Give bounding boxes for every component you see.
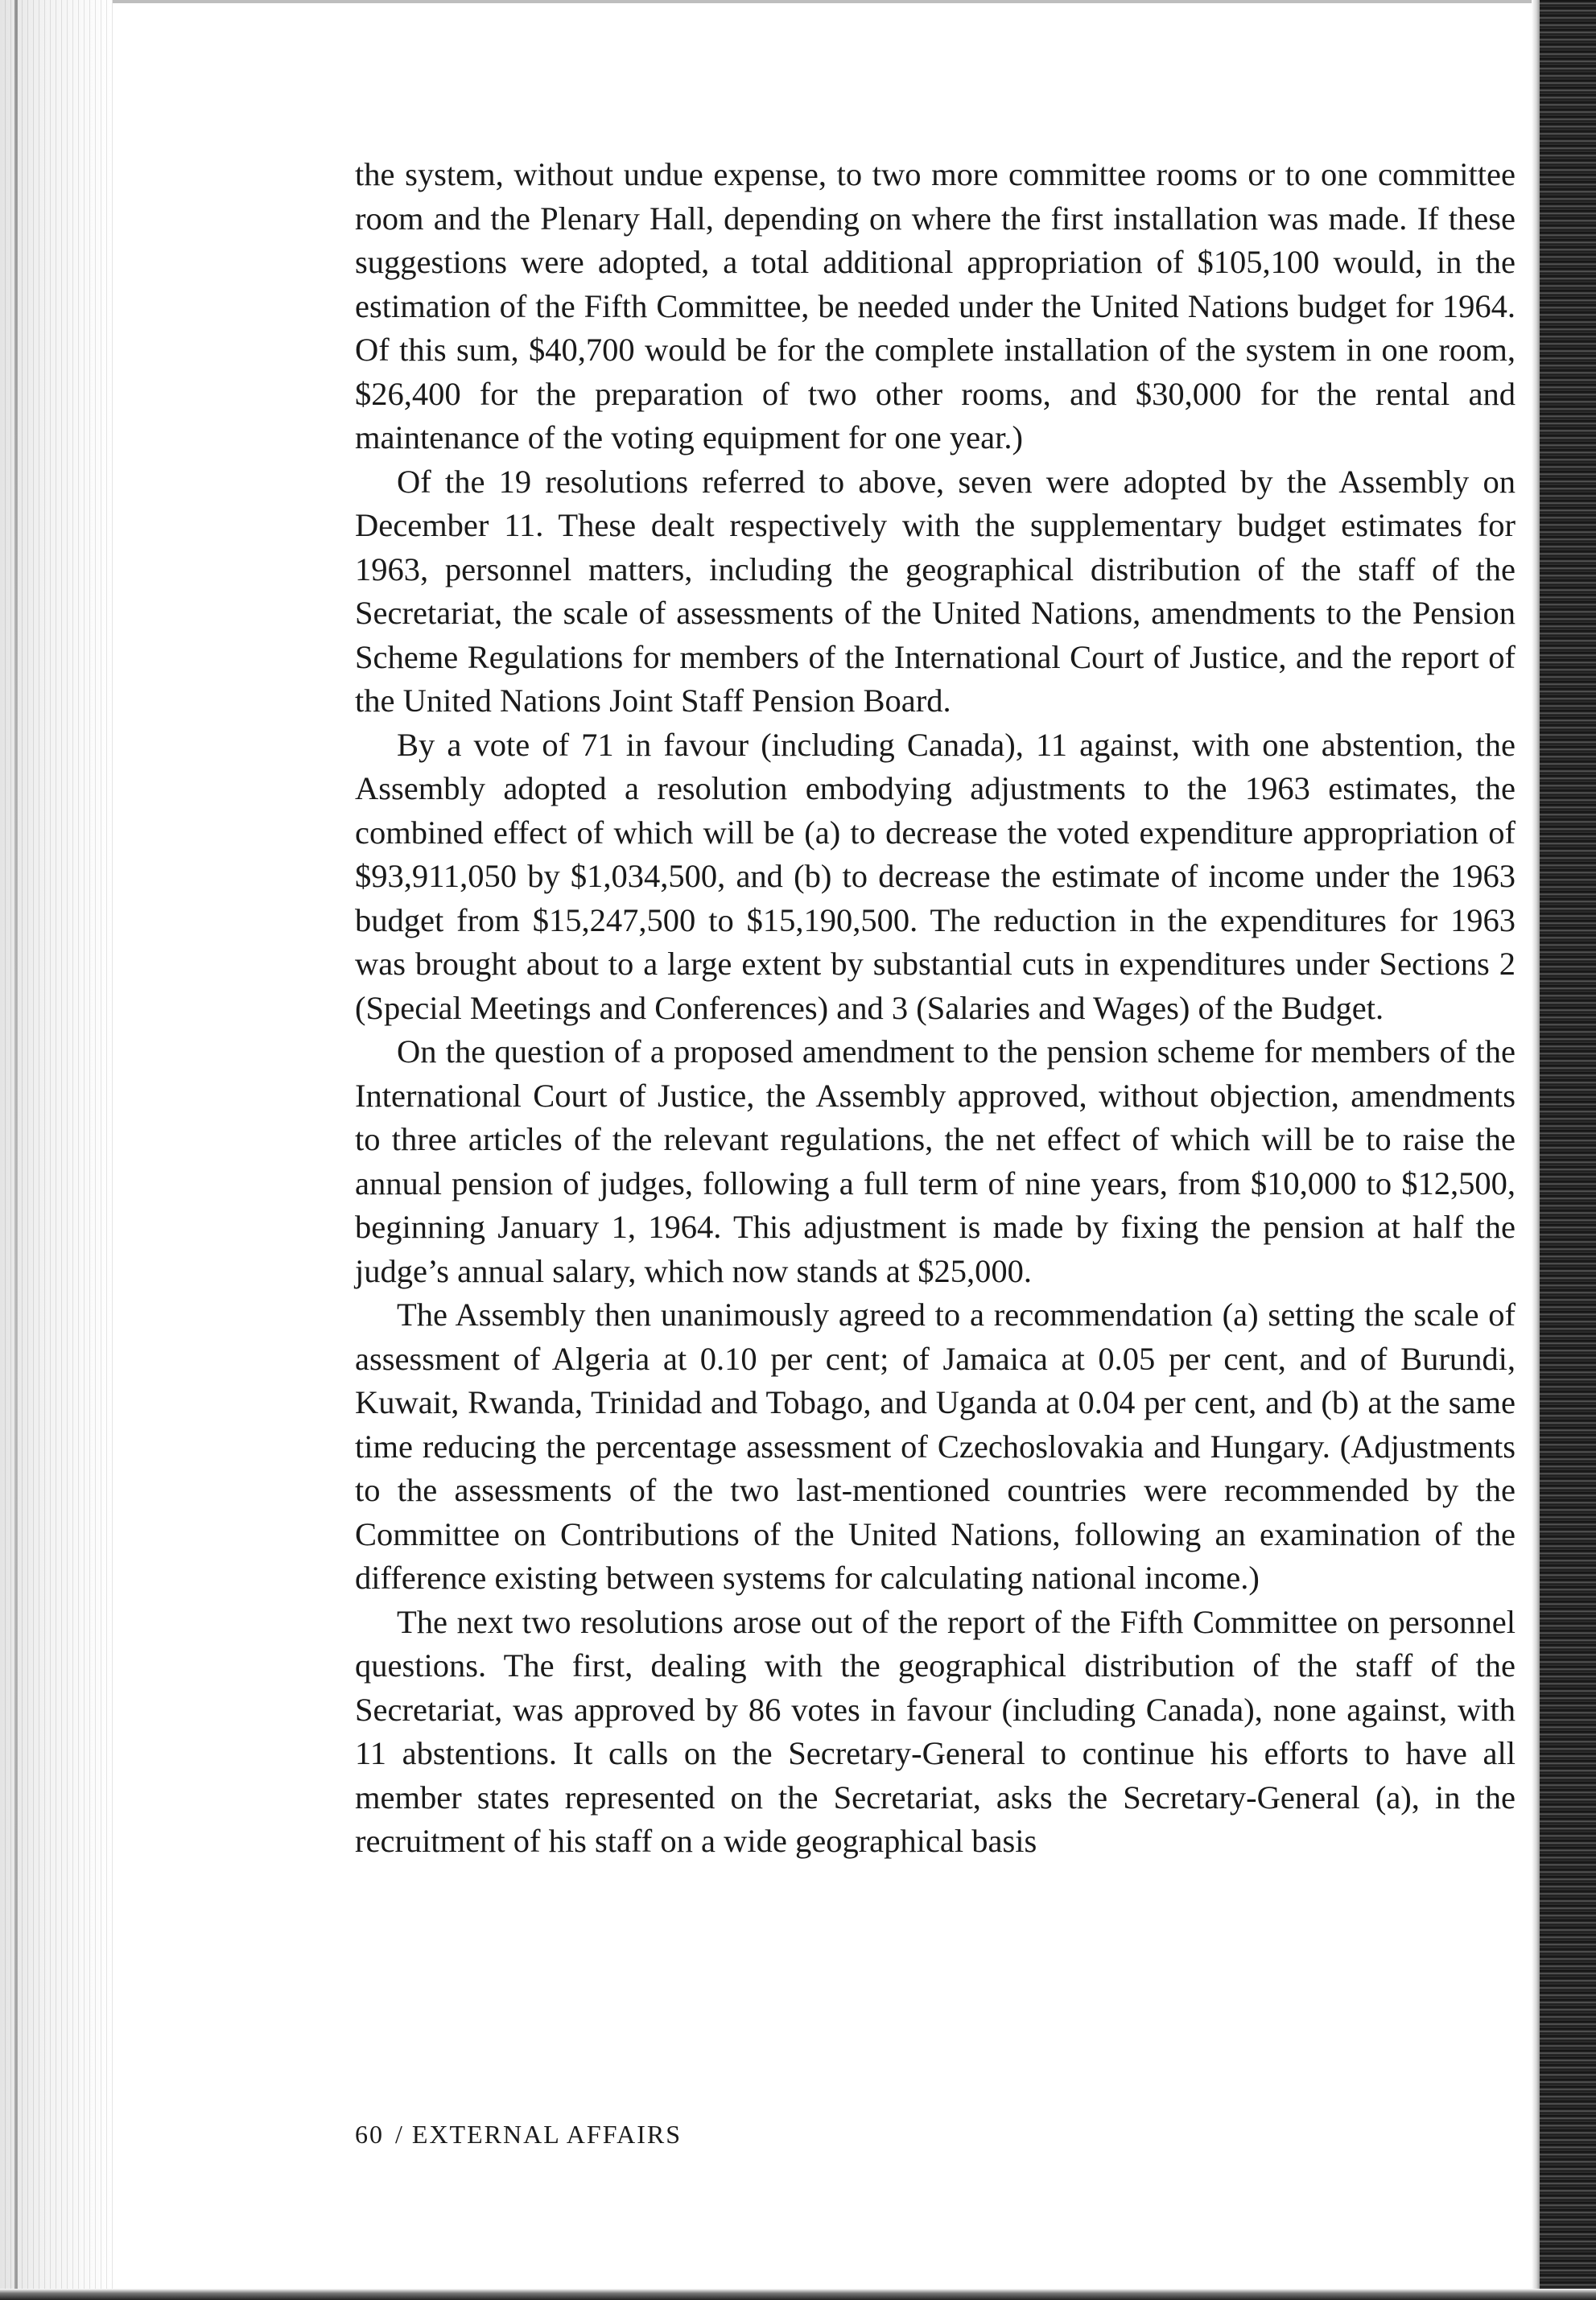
paragraph: The next two resolutions arose out of the report of the Fifth Committee on personnel questions. The first, dealing with the geographical distribution of the staff of the Secretariat, was approved by 86 votes in favour (including Canada), none against, with 11 abstentions. It calls on the Secretary-General to continue his efforts to have all member states represented on the Secretariat, asks the Secretary-General (a), in the recruitment of his staff on a wide geographical basis xyxy=(355,1603,1516,1859)
paragraph-continuation: the system, without undue expense, to two more committee rooms or to one committee room and the Plenary Hall, depending on where the first installation was made. If these suggestions were adopted, a total additional appropriation of $105,100 would, in the estimation of the Fifth Committee, be needed under the United Nations budget for 1964. Of this sum, $40,700 would be for the complete installation of the system in one room, $26,400 for the preparation of two other rooms, and $30,000 for the rental and maintenance of the voting equipment for one year.) xyxy=(355,156,1516,455)
page-number: 60 xyxy=(355,2120,384,2149)
body-text xyxy=(355,153,1516,1864)
page-footer xyxy=(355,2120,682,2150)
footer-separator: / xyxy=(395,2120,404,2149)
paragraph: By a vote of 71 in favour (including Canada), 11 against, with one abstention, the Assembly adopted a resolution embodying adjustments to the 1963 estimates, the combined effect of which will be (a) to decrease the voted expenditure appropriation of $93,911,050 by $1,034,500, and (b) to decrease the estimate of income under the 1963 budget from $15,247,500 to $15,190,500. The reduction in the expenditures for 1963 was brought about to a large extent by substantial cuts in expenditures under Sections 2 (Special Meetings and Conferences) and 3 (Salaries and Wages) of the Budget. xyxy=(355,726,1516,1026)
publication-name: EXTERNAL AFFAIRS xyxy=(411,2120,683,2149)
paragraph: Of the 19 resolutions referred to above, seven were adopted by the Assembly on December 11. These dealt respectively with the supplementary budget estimates for 1963, personnel matters, including the geographical distribution of the staff of the Secretariat, the scale of assessments of the United Nations, amendments to the Pension Scheme Regulations for members of the International Court of Justice, and the report of the United Nations Joint Staff Pension Board. xyxy=(355,463,1516,719)
page-top-edge xyxy=(0,0,1596,3)
paragraph: The Assembly then unanimously agreed to a recommendation (a) setting the scale of assessment of Algeria at 0.10 per cent; of Jamaica at 0.05 per cent, and of Burundi, Kuwait, Rwanda, Trinidad and Tobago, and Uganda at 0.04 per cent, and (b) at the same time reducing the percentage assessment of Czechoslovakia and Hungary. (Adjustments to the assessments of the two last-mentioned countries were recommended by the Committee on Contributions of the United Nations, following an examination of the difference existing between systems for calculating national income.) xyxy=(355,1296,1516,1596)
page-right-shadow xyxy=(1532,0,1540,2300)
page-right-edge xyxy=(1540,0,1596,2300)
paragraph: On the question of a proposed amendment to the pension scheme for members of the International Court of Justice, the Assembly approved, without objection, amendments to three articles of the relevant regulations, the net effect of which will be to raise the annual pension of judges, following a full term of nine years, from $10,000 to $12,500, beginning January 1, 1964. This adjustment is made by fixing the pension at half the judge’s annual salary, which now stands at $25,000. xyxy=(355,1033,1516,1289)
binding-shadow xyxy=(14,0,18,2300)
page-bottom-edge xyxy=(0,2289,1596,2300)
